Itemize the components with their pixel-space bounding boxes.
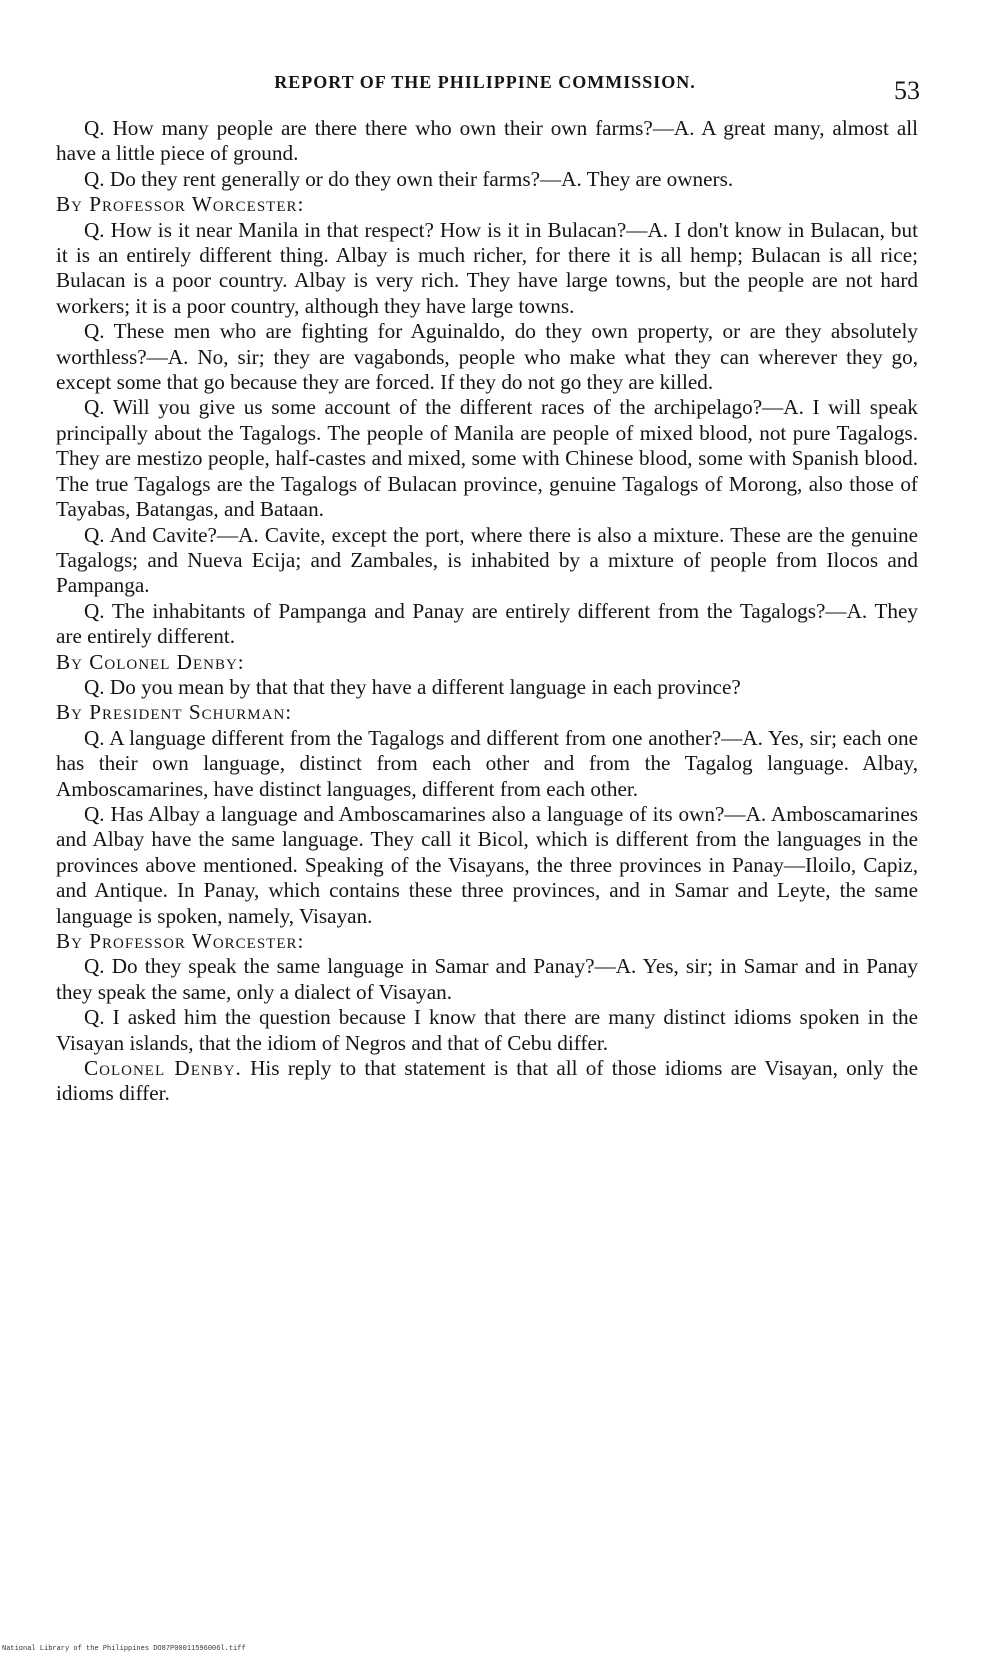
paragraph: Q. Do they speak the same language in Samar and Panay?—A. Yes, sir; in Samar and in Panay they speak the same, only a dialect of Visayan.: [56, 954, 918, 1004]
paragraph: Q. Do they rent generally or do they own their farms?—A. They are owners.: [84, 166, 734, 191]
paragraph: [56, 1056, 918, 1107]
paragraph: Q. The inhabitants of Pampanga and Panay are entirely different from the Tagalogs?—A. They are entirely different.: [56, 598, 918, 649]
speaker-heading: By Colonel Denby:: [56, 649, 245, 674]
page-number: 53: [894, 76, 920, 105]
body-text: [56, 116, 918, 1107]
paragraph: Q. And Cavite?—A. Cavite, except the port, where there is also a mixture. These are the genuine Tagalogs; and Nueva Ecija; and Zambales, is inhabited by a mixture of people from Ilocos and Pampanga.: [56, 522, 918, 598]
speaker-heading: By Professor Worcester:: [56, 192, 305, 217]
paragraph: Q. Has Albay a language and Amboscamarines also a language of its own?—A. Amboscamarines and Albay have the same language. They call it Bicol, which is different from the languages in the provinces above mentioned. Speaking of the Visayans, the three provinces in Panay—Iloilo, Capiz, and Antique. In Panay, which contains these three provinces, and in Samar and Leyte, the same language is spoken, namely, Visayan.: [56, 801, 918, 928]
paragraph: Q. How is it near Manila in that respect? How is it in Bulacan?—A. I don't know in Bulacan, but it is an entirely different thing. Albay is much richer, for there it is all hemp; Bulacan is all rice; Bulacan is a poor country. Albay is very rich. They have large towns, but the people are not hard workers; it is a poor country, although they have large towns.: [56, 217, 918, 318]
speaker-heading: By President Schurman:: [56, 700, 293, 725]
running-header-title: REPORT OF THE PHILIPPINE COMMISSION.: [274, 72, 696, 92]
paragraph-text: His reply to that statement is that all of those idioms are Visayan, only the idioms differ.: [56, 1056, 918, 1106]
paragraph: Q. Will you give us some account of the different races of the archipelago?—A. I will speak principally about the Tagalogs. The people of Manila are people of mixed blood, not pure Tagalogs. They are mestizo people, half-castes and mixed, some with Chinese blood, some with Spanish blood. The true Tagalogs are the Tagalogs of Bulacan province, genuine Tagalogs of Morong, also those of Tayabas, Batangas, and Bataan.: [56, 395, 918, 522]
paragraph: Q. I asked him the question because I know that there are many distinct idioms spoken in the Visayan islands, that the idiom of Negros and that of Cebu differ.: [56, 1005, 918, 1055]
speaker-inline-label: Colonel Denby.: [84, 1056, 242, 1081]
paragraph: Q. How many people are there there who own their own farms?—A. A great many, almost all have a little piece of ground.: [56, 116, 918, 166]
paragraph: Q. These men who are fighting for Aguinaldo, do they own property, or are they absolutely worthless?—A. No, sir; they are vagabonds, people who make what they can wherever they go, except some that go because they are forced. If they do not go they are killed.: [56, 319, 918, 395]
scan-credit-footer: National Library of the Philippines DO87P00011596006l.tiff: [2, 1645, 246, 1653]
paragraph: Q. Do you mean by that that they have a different language in each province?: [84, 674, 741, 699]
speaker-heading: By Professor Worcester:: [56, 929, 305, 953]
paragraph: Q. A language different from the Tagalogs and different from one another?—A. Yes, sir; each one has their own language, distinct from each other and from the Tagalog language. Albay, Amboscamarines, have distinct languages, different from each other.: [56, 725, 918, 801]
